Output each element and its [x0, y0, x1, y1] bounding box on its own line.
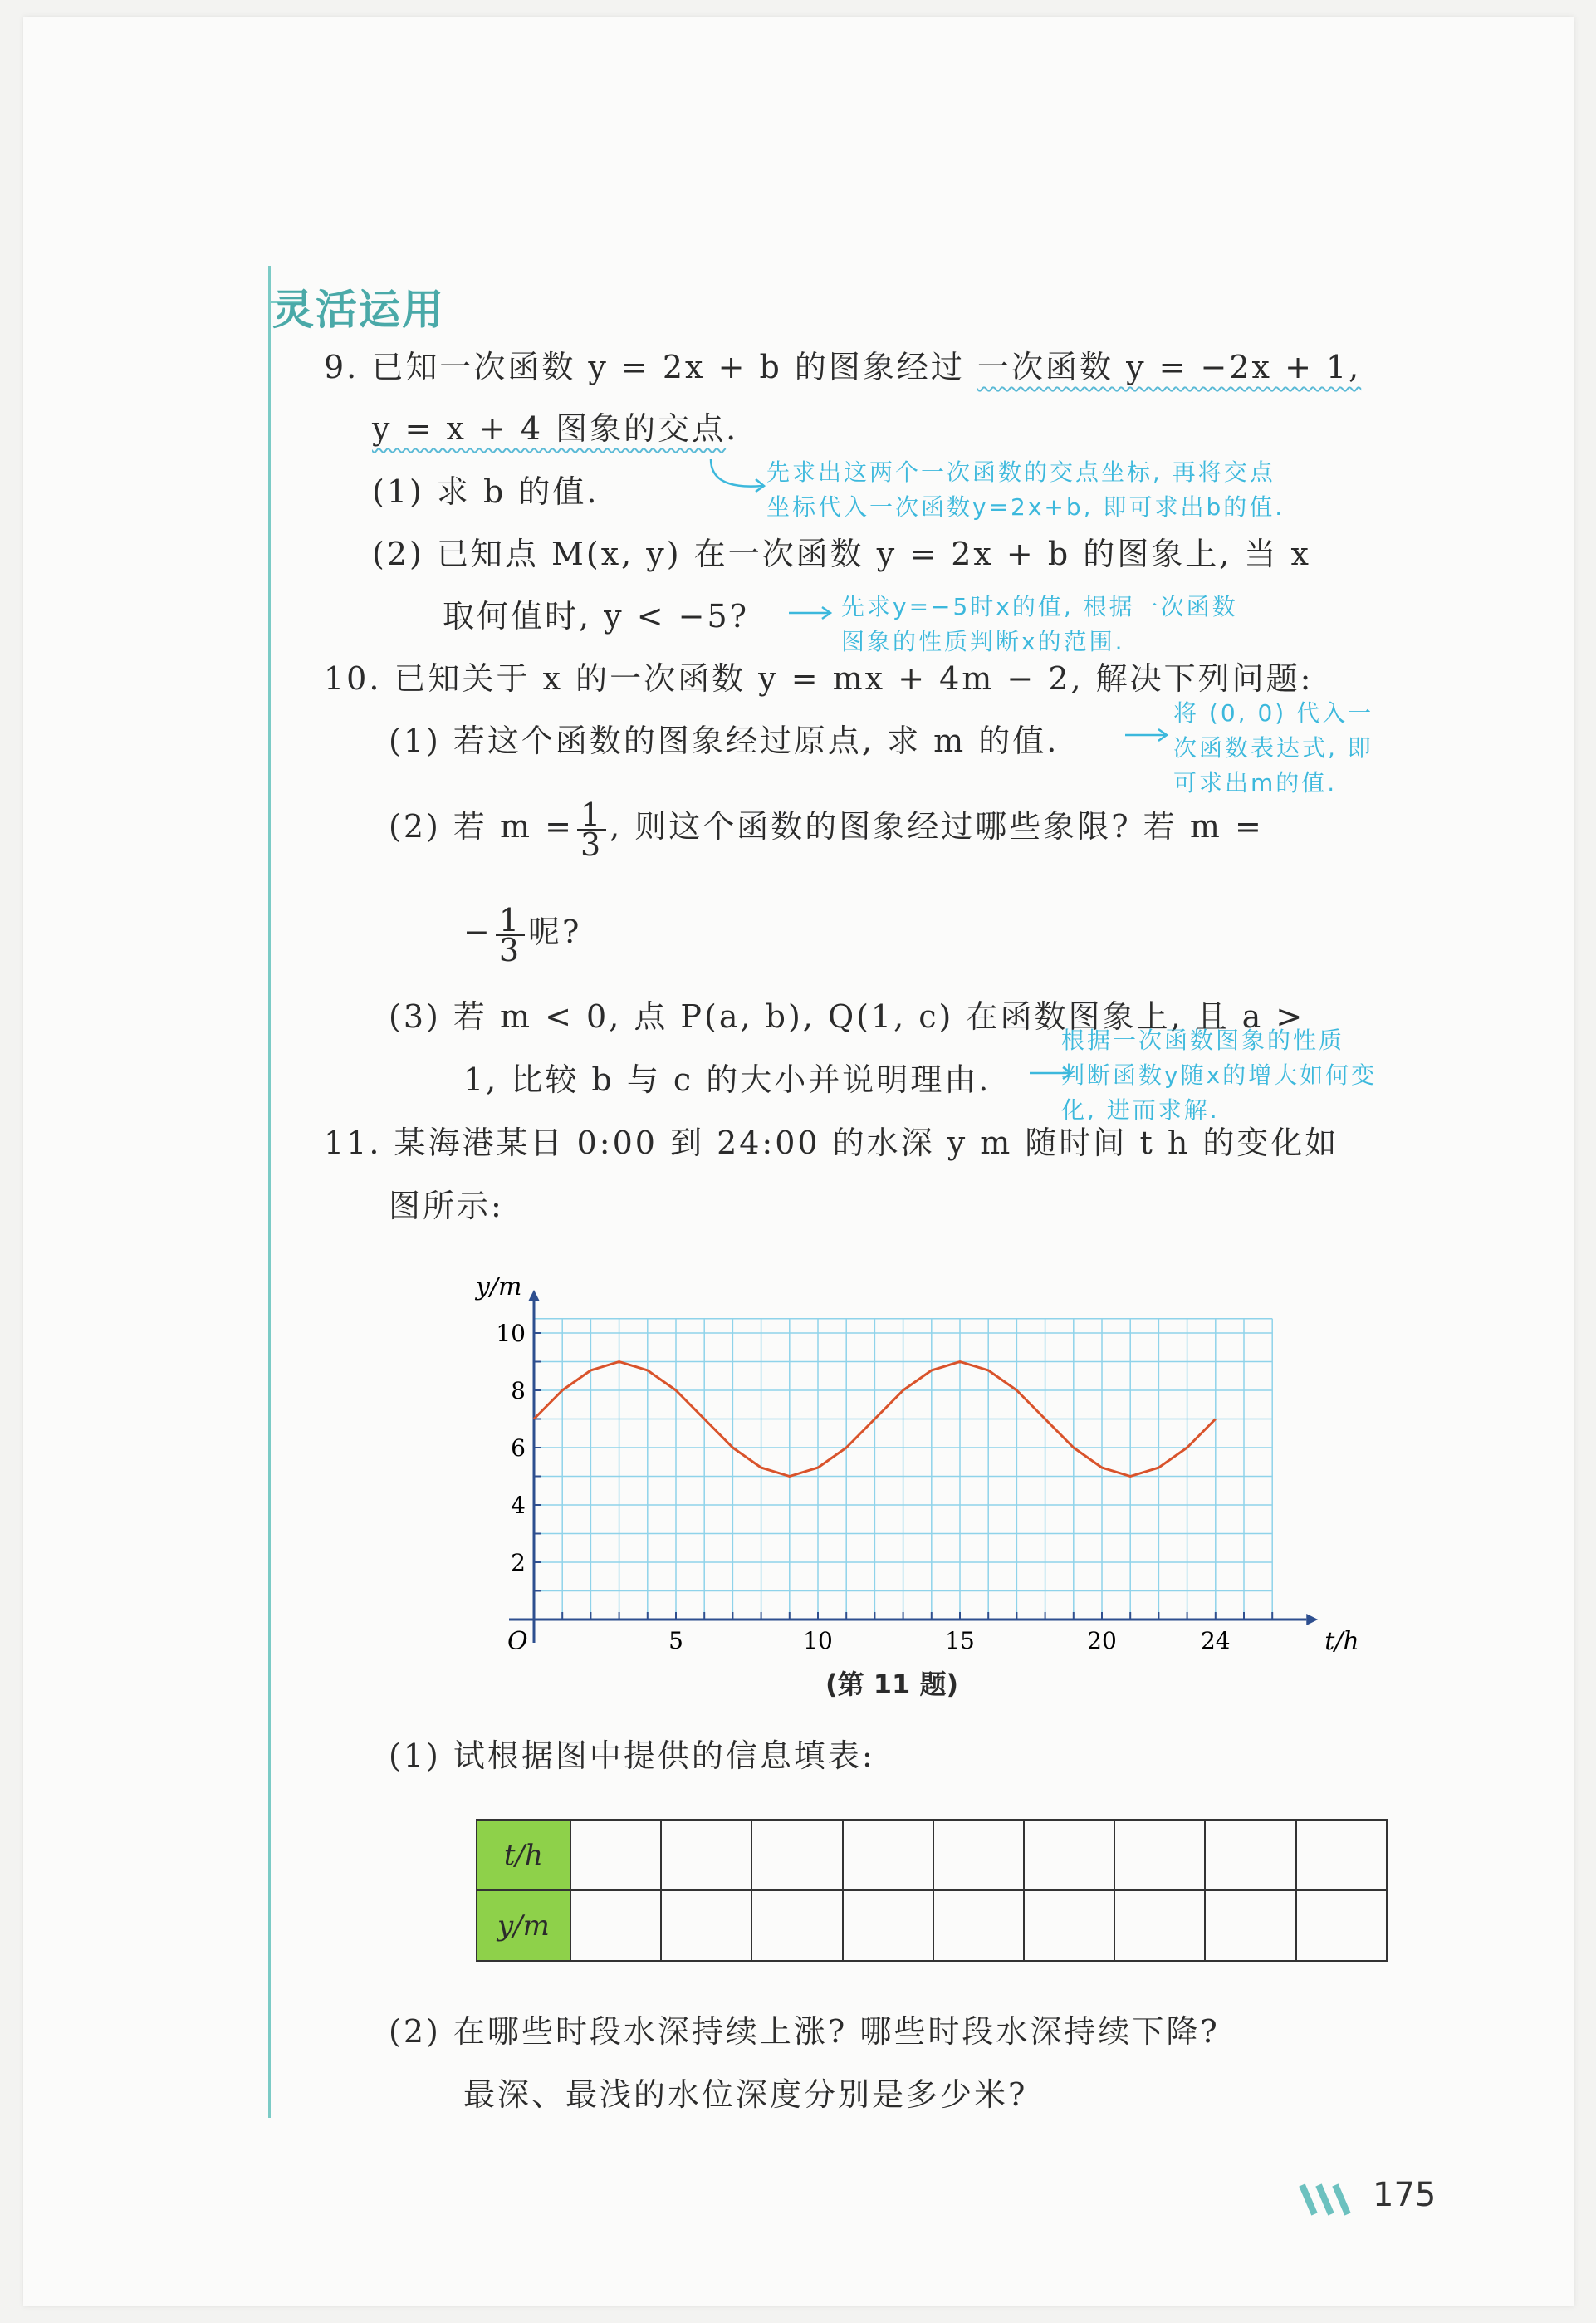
y-tick-label: 8: [511, 1377, 526, 1404]
note2-arrow: [787, 605, 837, 621]
chart-axes: [509, 1290, 1318, 1643]
q10-part2-line2: − $\frac{1}{3}$ 呢?: [463, 901, 582, 968]
section-title: 灵活运用: [272, 286, 445, 334]
table-cell[interactable]: [1205, 1820, 1295, 1890]
page-stripes-icon: [1298, 2181, 1364, 2218]
note2-line2: 图象的性质判断x的范围.: [841, 628, 1125, 655]
origin-label: O: [507, 1627, 528, 1656]
fraction-one-third: $\frac{1}{3}$: [577, 801, 606, 859]
q9-line2: y = x + 4 图象的交点.: [372, 410, 739, 447]
y-axis-arrow: [528, 1290, 540, 1301]
table-header-t: t/h: [477, 1820, 570, 1890]
y-tick-label: 10: [496, 1320, 526, 1347]
x-tick-label: 24: [1200, 1627, 1231, 1654]
table-cell[interactable]: [570, 1890, 661, 1961]
table-cell[interactable]: [1024, 1890, 1114, 1961]
table-cell[interactable]: [843, 1820, 933, 1890]
q9-line1: 9. 已知一次函数 y = 2x + b 的图象经过 一次函数 y = −2x + 1,: [324, 349, 1362, 385]
y-tick-label: 6: [511, 1434, 526, 1462]
x-axis-arrow: [1306, 1614, 1318, 1625]
y-tick-label: 4: [511, 1492, 526, 1519]
note1-line2: 坐标代入一次函数y=2x+b, 即可求出b的值.: [766, 493, 1285, 521]
note3-line2: 次函数表达式, 即: [1173, 734, 1373, 762]
figure-caption: (第 11 题): [825, 1669, 959, 1700]
table-cell[interactable]: [751, 1890, 842, 1961]
table-cell[interactable]: [661, 1820, 751, 1890]
q10-part1: (1) 若这个函数的图象经过原点, 求 m 的值.: [389, 723, 1060, 759]
textbook-page: [23, 17, 1574, 2306]
chart-grid: [534, 1319, 1272, 1620]
q11-part1: (1) 试根据图中提供的信息填表:: [389, 1737, 875, 1774]
x-axis-label: t/h: [1324, 1627, 1359, 1656]
fill-in-table: [476, 1819, 1388, 1962]
y-tick-label: 2: [511, 1549, 526, 1576]
table-cell[interactable]: [1114, 1820, 1205, 1890]
q10-part3-line1: (3) 若 m < 0, 点 P(a, b), Q(1, c) 在函数图象上, 且 a >: [389, 998, 1305, 1035]
table-cell[interactable]: [843, 1890, 933, 1961]
q10-line1: 10. 已知关于 x 的一次函数 y = mx + 4m − 2, 解决下列问题:: [324, 660, 1314, 697]
note3-line3: 可求出m的值.: [1173, 769, 1338, 796]
x-tick-label: 10: [803, 1627, 833, 1654]
q11-part2-line1: (2) 在哪些时段水深持续上涨? 哪些时段水深持续下降?: [389, 2013, 1220, 2050]
note3-line1: 将 (0, 0) 代入一: [1173, 699, 1374, 727]
q11-line1: 11. 某海港某日 0:00 到 24:00 的水深 y m 随时间 t h 的变化如: [324, 1125, 1339, 1161]
table-cell[interactable]: [1296, 1820, 1387, 1890]
x-tick-label: 5: [668, 1627, 683, 1654]
note1-line1: 先求出这两个一次函数的交点坐标, 再将交点: [766, 458, 1275, 486]
note4-line3: 化, 进而求解.: [1061, 1096, 1220, 1124]
table-cell[interactable]: [933, 1890, 1024, 1961]
table-cell[interactable]: [1205, 1890, 1295, 1961]
table-cell[interactable]: [933, 1820, 1024, 1890]
table-cell[interactable]: [570, 1820, 661, 1890]
water-depth-chart: [438, 1237, 1359, 1669]
table-cell[interactable]: [1114, 1890, 1205, 1961]
chart-ticks: [496, 1320, 1272, 1654]
q10-part3-line2: 1, 比较 b 与 c 的大小并说明理由.: [463, 1061, 991, 1098]
note4-line2: 判断函数y随x的增大如何变: [1061, 1061, 1378, 1089]
fraction-neg-one-third: $\frac{1}{3}$: [496, 906, 525, 964]
table-cell[interactable]: [661, 1890, 751, 1961]
q9-part2-line1: (2) 已知点 M(x, y) 在一次函数 y = 2x + b 的图象上, 当 x: [372, 536, 1311, 572]
page-number: 175: [1373, 2176, 1437, 2214]
note3-arrow: [1124, 727, 1173, 743]
margin-rule: [268, 266, 271, 2118]
q9-part2-line2: 取何值时, y < −5?: [443, 598, 750, 635]
table-cell[interactable]: [1296, 1890, 1387, 1961]
table-row: [477, 1890, 1387, 1961]
y-axis-label: y/m: [476, 1272, 522, 1302]
q10-part2-line1: (2) 若 m = $\frac{1}{3}$ , 则这个函数的图象经过哪些象限? 若 m =: [389, 796, 1264, 863]
note4-line1: 根据一次函数图象的性质: [1061, 1027, 1345, 1054]
x-tick-label: 20: [1087, 1627, 1117, 1654]
table-row: [477, 1820, 1387, 1890]
note2-line1: 先求y=−5时x的值, 根据一次函数: [841, 593, 1238, 620]
x-tick-label: 15: [945, 1627, 975, 1654]
table-header-y: y/m: [477, 1890, 570, 1961]
q11-line2: 图所示:: [389, 1188, 504, 1224]
table-cell[interactable]: [751, 1820, 842, 1890]
q9-part1: (1) 求 b 的值.: [372, 473, 600, 510]
q11-part2-line2: 最深、最浅的水位深度分别是多少米?: [463, 2076, 1028, 2113]
table-cell[interactable]: [1024, 1820, 1114, 1890]
